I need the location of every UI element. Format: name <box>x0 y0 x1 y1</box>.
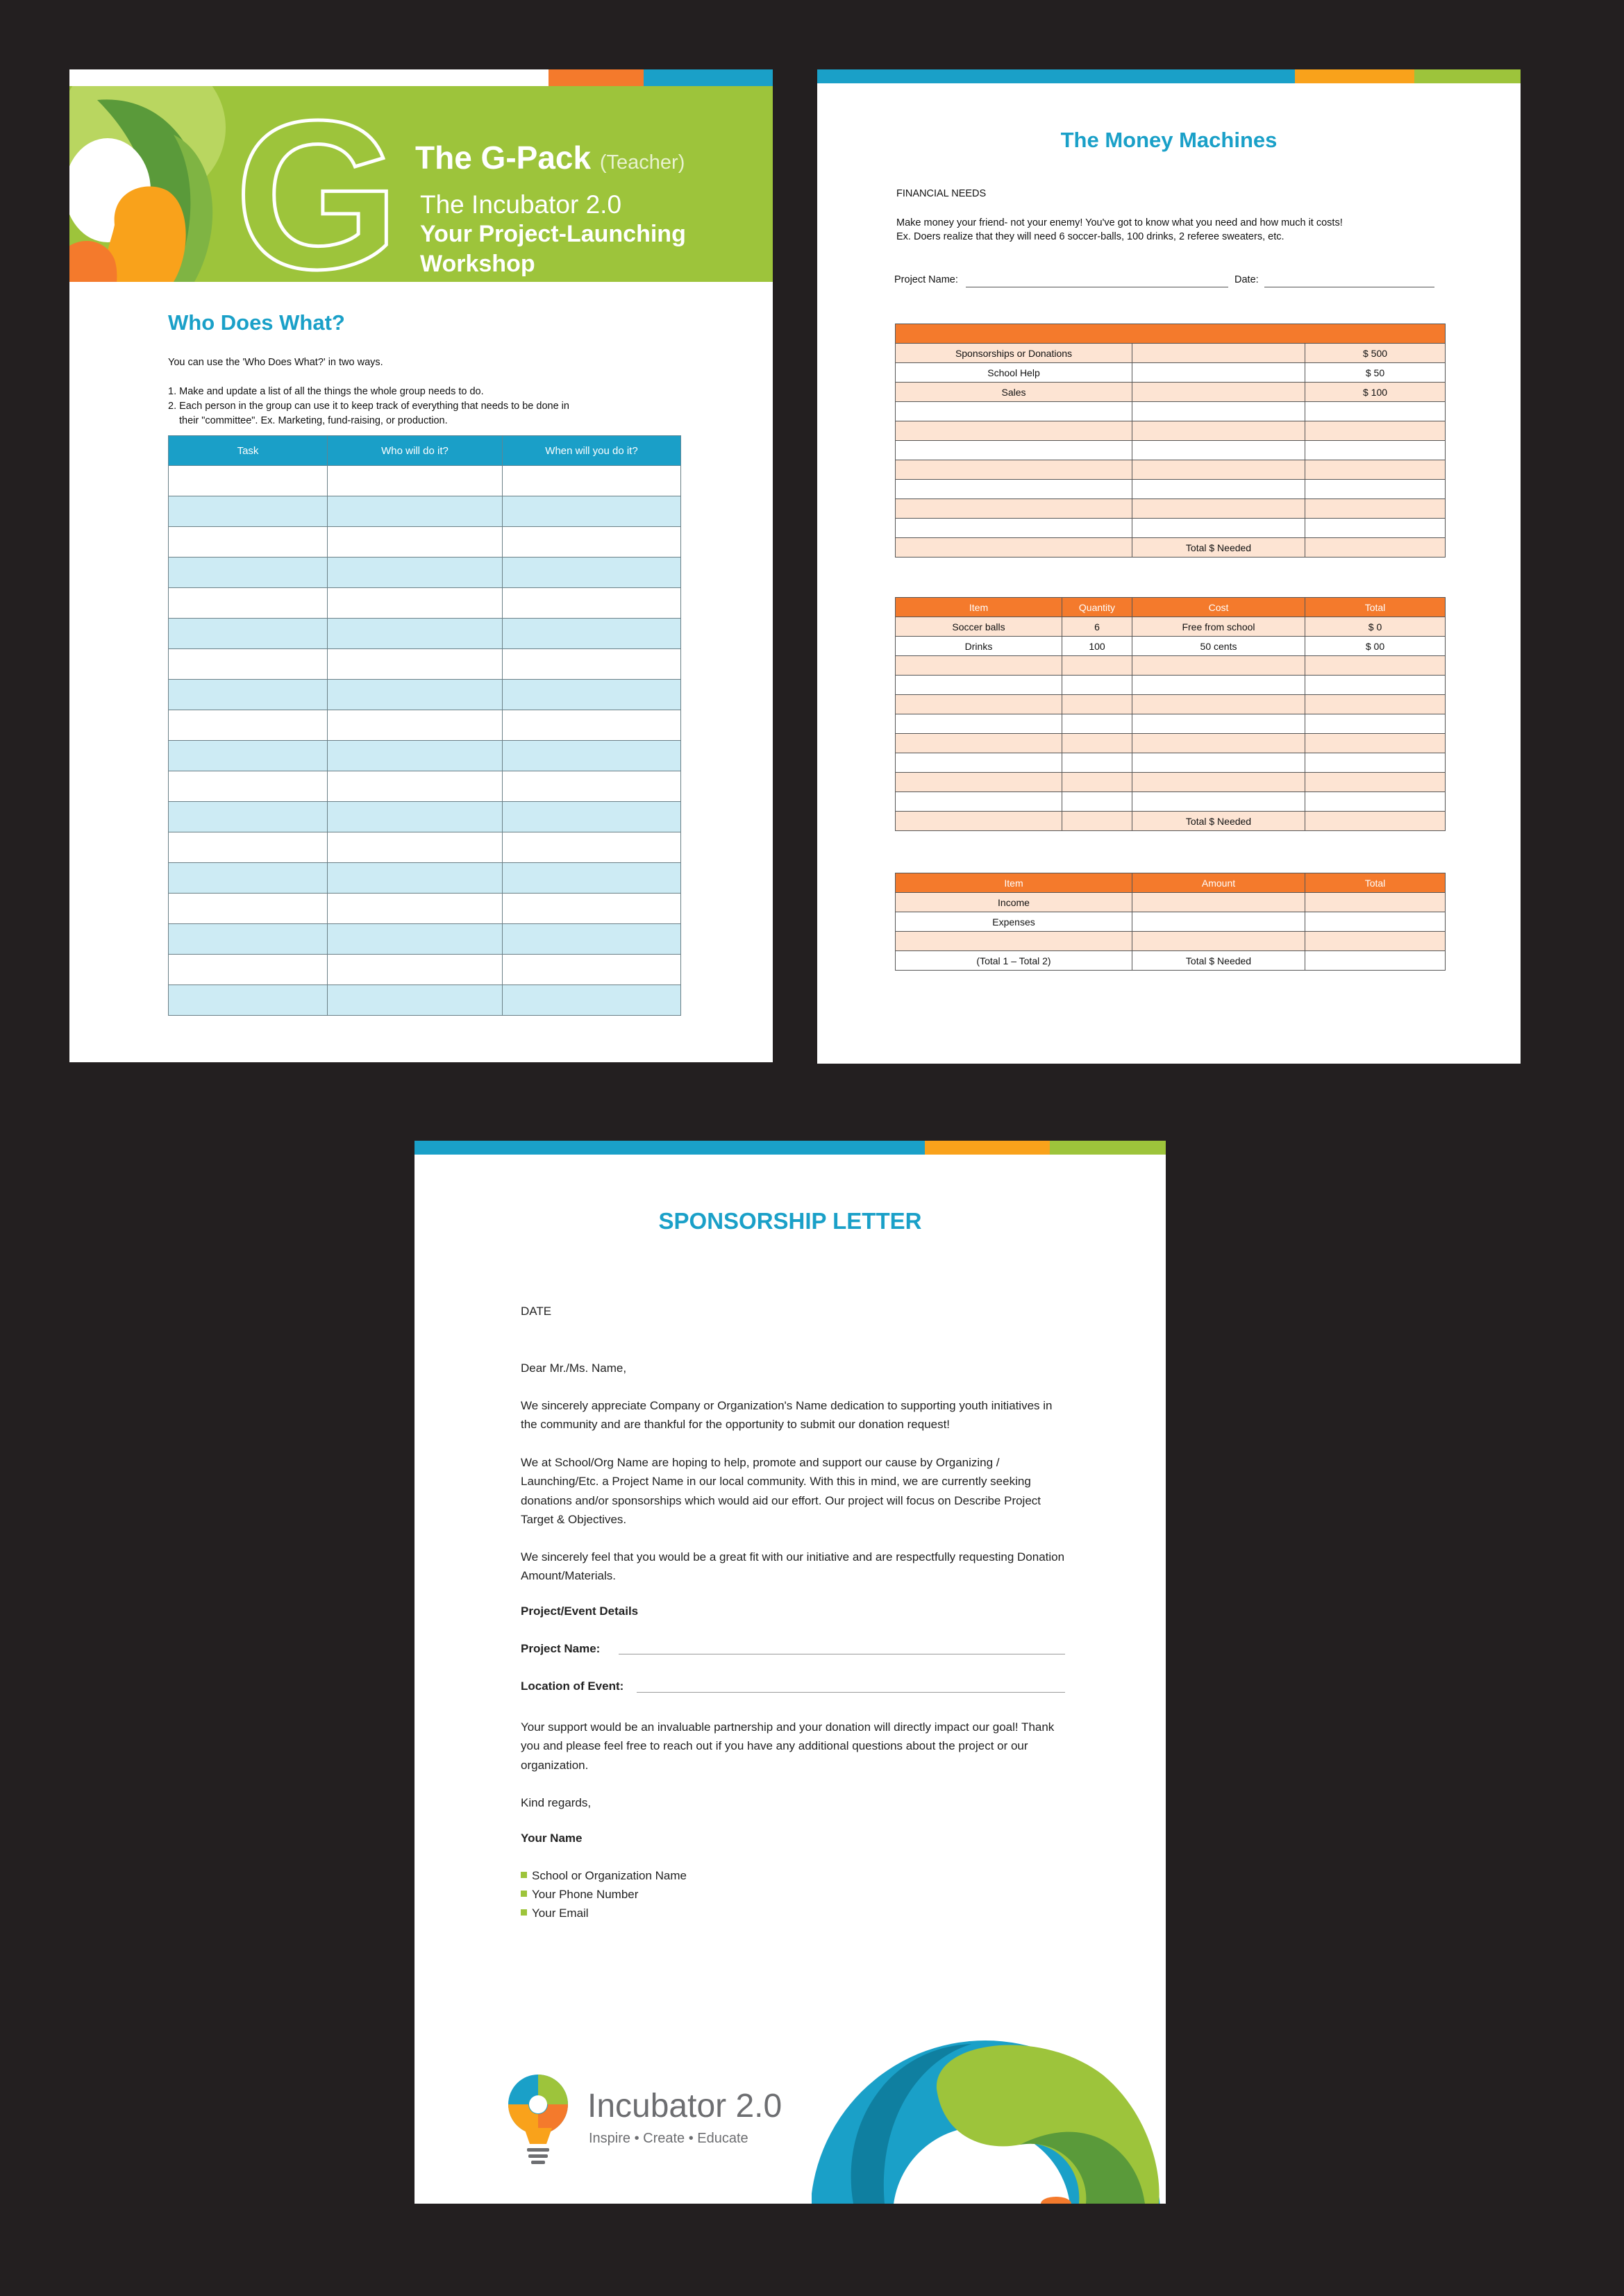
when-cell[interactable] <box>503 466 681 496</box>
when-cell[interactable] <box>503 741 681 771</box>
item-cell: Expenses <box>896 912 1132 932</box>
when-cell[interactable] <box>503 680 681 710</box>
incubator-subtitle: The Incubator 2.0 <box>420 190 622 219</box>
quantity-cell: 6 <box>1062 617 1132 637</box>
total-cell[interactable] <box>1305 753 1446 773</box>
task-cell[interactable] <box>169 588 328 619</box>
quantity-cell[interactable] <box>1062 656 1132 676</box>
table-row <box>896 519 1446 538</box>
col-who: Who will do it? <box>328 436 503 466</box>
table-row <box>896 617 1446 637</box>
cost-cell: Total $ Needed <box>1132 812 1305 831</box>
quantity-cell[interactable] <box>1062 812 1132 831</box>
top-stripe-teal <box>817 69 1295 83</box>
table-row <box>896 893 1446 912</box>
note-cell: Total $ Needed <box>1132 538 1305 558</box>
amount-cell[interactable] <box>1305 499 1446 519</box>
who-cell[interactable] <box>328 832 503 863</box>
list-item-1: 1. Make and update a list of all the things the whole group needs to do. <box>168 386 484 397</box>
task-cell[interactable] <box>169 802 328 832</box>
cost-cell[interactable] <box>1132 676 1305 695</box>
workshop-title: Your Project-Launching Workshop <box>420 221 686 277</box>
amount-cell[interactable] <box>1305 480 1446 499</box>
when-cell[interactable] <box>503 955 681 985</box>
top-stripe-teal <box>415 1141 925 1155</box>
task-cell[interactable] <box>169 619 328 649</box>
table-row <box>896 441 1446 460</box>
table-row <box>169 710 681 741</box>
who-cell[interactable] <box>328 588 503 619</box>
item-cell[interactable] <box>896 695 1062 714</box>
col-cost: Cost <box>1132 598 1305 617</box>
quantity-cell: 100 <box>1062 637 1132 656</box>
quantity-cell[interactable] <box>1062 676 1132 695</box>
who-cell[interactable] <box>328 680 503 710</box>
who-cell[interactable] <box>328 985 503 1016</box>
top-stripe-green <box>1050 1141 1166 1155</box>
table-row <box>169 894 681 924</box>
location-label: Location of Event: <box>521 1679 624 1693</box>
project-name-label: Project Name: <box>521 1642 601 1655</box>
table-row <box>896 383 1446 402</box>
note-cell[interactable] <box>1132 344 1305 363</box>
table-row <box>896 812 1446 831</box>
col-when: When will you do it? <box>503 436 681 466</box>
incubator-tagline: Inspire • Create • Educate <box>589 2131 748 2146</box>
total-cell[interactable] <box>1305 951 1446 971</box>
table-row <box>896 344 1446 363</box>
item-cell: (Total 1 – Total 2) <box>896 951 1132 971</box>
expense-table <box>895 597 1446 831</box>
g-pack-header <box>69 86 773 282</box>
when-cell[interactable] <box>503 802 681 832</box>
table-row <box>169 985 681 1016</box>
location-line[interactable] <box>637 1692 1065 1693</box>
col-total: Total <box>1305 598 1446 617</box>
source-cell[interactable] <box>896 519 1132 538</box>
who-cell[interactable] <box>328 802 503 832</box>
note-cell[interactable] <box>1132 460 1305 480</box>
when-cell[interactable] <box>503 924 681 955</box>
table-row <box>896 460 1446 480</box>
total-cell[interactable] <box>1305 714 1446 734</box>
note-cell[interactable] <box>1132 421 1305 441</box>
task-cell[interactable] <box>169 710 328 741</box>
table-row <box>896 637 1446 656</box>
who-cell[interactable] <box>328 771 503 802</box>
source-cell[interactable] <box>896 460 1132 480</box>
money-machines-title: The Money Machines <box>1060 128 1278 152</box>
amount-cell[interactable] <box>1305 519 1446 538</box>
table-row <box>896 402 1446 421</box>
table-row <box>896 363 1446 383</box>
item-cell[interactable] <box>896 753 1062 773</box>
table-row <box>896 695 1446 714</box>
total-cell[interactable] <box>1305 734 1446 753</box>
cost-cell[interactable] <box>1132 773 1305 792</box>
when-cell[interactable] <box>503 771 681 802</box>
contact-email: Your Email <box>521 1907 589 1920</box>
task-cell[interactable] <box>169 771 328 802</box>
table-row <box>169 619 681 649</box>
source-cell: Sponsorships or Donations <box>896 344 1132 363</box>
g-pack-title: The G-Pack (Teacher) <box>415 140 685 176</box>
who-cell[interactable] <box>328 466 503 496</box>
task-cell[interactable] <box>169 466 328 496</box>
income-table-header <box>896 324 1446 344</box>
cost-cell[interactable] <box>1132 656 1305 676</box>
table-row <box>896 421 1446 441</box>
who-cell[interactable] <box>328 894 503 924</box>
item-cell: Income <box>896 893 1132 912</box>
letter-closing: Kind regards, <box>521 1796 592 1809</box>
cost-cell[interactable] <box>1132 753 1305 773</box>
who-cell[interactable] <box>328 710 503 741</box>
note-cell[interactable] <box>1132 402 1305 421</box>
table-row <box>169 832 681 863</box>
total-cell[interactable] <box>1305 932 1446 951</box>
intro-text: You can use the 'Who Does What?' in two ways. <box>168 357 383 368</box>
amount-cell[interactable] <box>1305 538 1446 558</box>
note-cell[interactable] <box>1132 519 1305 538</box>
table-row <box>896 480 1446 499</box>
table-row <box>169 588 681 619</box>
page-sponsorship-letter <box>415 1141 1166 2204</box>
when-cell[interactable] <box>503 619 681 649</box>
when-cell[interactable] <box>503 496 681 527</box>
cost-cell[interactable] <box>1132 734 1305 753</box>
note-cell[interactable] <box>1132 480 1305 499</box>
when-cell[interactable] <box>503 832 681 863</box>
total-cell: $ 0 <box>1305 617 1446 637</box>
amount-cell[interactable] <box>1132 932 1305 951</box>
task-cell[interactable] <box>169 496 328 527</box>
source-cell[interactable] <box>896 480 1132 499</box>
cost-cell[interactable] <box>1132 714 1305 734</box>
note-cell[interactable] <box>1132 441 1305 460</box>
top-stripe-orange <box>549 69 644 86</box>
amount-cell[interactable] <box>1305 460 1446 480</box>
col-total: Total <box>1305 873 1446 893</box>
amount-cell[interactable] <box>1132 912 1305 932</box>
table-row <box>896 912 1446 932</box>
cost-cell: Free from school <box>1132 617 1305 637</box>
top-stripe-white <box>69 69 549 86</box>
task-cell[interactable] <box>169 832 328 863</box>
total-cell[interactable] <box>1305 695 1446 714</box>
source-cell[interactable] <box>896 421 1132 441</box>
letter-paragraph-2: We at School/Org Name are hoping to help, promote and support our cause by Organizing / Launching/Etc. a Project Name in our local community. With this in mind, we are currently seeking donations and/or sponsorships which would aid our effort. Our project will focus on Describe Project Target & Objectives. <box>521 1456 1041 1527</box>
quantity-cell[interactable] <box>1062 695 1132 714</box>
who-cell[interactable] <box>328 955 503 985</box>
source-cell: Sales <box>896 383 1132 402</box>
who-cell[interactable] <box>328 558 503 588</box>
table-row <box>896 656 1446 676</box>
when-cell[interactable] <box>503 588 681 619</box>
source-cell: School Help <box>896 363 1132 383</box>
cost-cell[interactable] <box>1132 695 1305 714</box>
project-details-heading: Project/Event Details <box>521 1604 639 1618</box>
note-cell[interactable] <box>1132 383 1305 402</box>
big-g-letter: G <box>235 86 400 282</box>
amount-cell: $ 100 <box>1305 383 1446 402</box>
item-cell[interactable] <box>896 734 1062 753</box>
item-cell: Soccer balls <box>896 617 1062 637</box>
table-row <box>896 932 1446 951</box>
source-cell[interactable] <box>896 538 1132 558</box>
amount-cell[interactable] <box>1305 402 1446 421</box>
task-cell[interactable] <box>169 863 328 894</box>
table-row <box>896 499 1446 519</box>
total-cell[interactable] <box>1305 812 1446 831</box>
total-cell: $ 00 <box>1305 637 1446 656</box>
table-row <box>169 680 681 710</box>
table-row <box>169 558 681 588</box>
letter-greeting: Dear Mr./Ms. Name, <box>521 1361 627 1375</box>
amount-cell[interactable] <box>1305 441 1446 460</box>
col-item: Item <box>896 598 1062 617</box>
top-stripe-green <box>1414 69 1521 83</box>
quantity-cell[interactable] <box>1062 714 1132 734</box>
page-who-does-what <box>69 69 773 1062</box>
task-cell[interactable] <box>169 558 328 588</box>
table-row <box>169 649 681 680</box>
contact-organization: School or Organization Name <box>521 1869 687 1883</box>
sponsorship-letter-title: SPONSORSHIP LETTER <box>658 1208 922 1234</box>
col-quantity: Quantity <box>1062 598 1132 617</box>
who-cell[interactable] <box>328 619 503 649</box>
cost-cell[interactable] <box>1132 792 1305 812</box>
source-cell[interactable] <box>896 402 1132 421</box>
page-money-machines <box>817 69 1521 1064</box>
top-stripe-teal <box>644 69 773 86</box>
top-stripe-orange <box>925 1141 1050 1155</box>
when-cell[interactable] <box>503 558 681 588</box>
signature-name: Your Name <box>521 1832 583 1845</box>
when-cell[interactable] <box>503 649 681 680</box>
when-cell[interactable] <box>503 527 681 558</box>
table-row <box>896 676 1446 695</box>
total-cell[interactable] <box>1305 656 1446 676</box>
item-cell[interactable] <box>896 714 1062 734</box>
note-cell[interactable] <box>1132 499 1305 519</box>
who-cell[interactable] <box>328 649 503 680</box>
quantity-cell[interactable] <box>1062 734 1132 753</box>
total-cell[interactable] <box>1305 893 1446 912</box>
table-row <box>896 951 1446 971</box>
list-item-2-cont: their "committee". Ex. Marketing, fund-raising, or production. <box>179 415 448 426</box>
total-cell[interactable] <box>1305 676 1446 695</box>
contact-phone: Your Phone Number <box>521 1888 638 1902</box>
total-cell[interactable] <box>1305 912 1446 932</box>
amount-cell: Total $ Needed <box>1132 951 1305 971</box>
when-cell[interactable] <box>503 894 681 924</box>
total-cell[interactable] <box>1305 773 1446 792</box>
table-row <box>896 538 1446 558</box>
who-cell[interactable] <box>328 924 503 955</box>
intro-line-2: Ex. Doers realize that they will need 6 soccer-balls, 100 drinks, 2 referee sweaters, etc. <box>896 231 1284 242</box>
incubator-logo-text: Incubator 2.0 <box>587 2088 782 2125</box>
item-cell[interactable] <box>896 792 1062 812</box>
col-task: Task <box>169 436 328 466</box>
table-row <box>169 802 681 832</box>
item-cell[interactable] <box>896 812 1062 831</box>
table-row <box>169 741 681 771</box>
amount-cell: $ 50 <box>1305 363 1446 383</box>
bullet-square-icon <box>521 1891 527 1897</box>
task-cell[interactable] <box>169 894 328 924</box>
table-row <box>896 734 1446 753</box>
task-cell[interactable] <box>169 527 328 558</box>
who-cell[interactable] <box>328 527 503 558</box>
project-name-label: Project Name: <box>894 274 958 285</box>
intro-line-1: Make money your friend- not your enemy! You've got to know what you need and how much it costs! <box>896 217 1343 228</box>
cost-cell: 50 cents <box>1132 637 1305 656</box>
note-cell[interactable] <box>1132 363 1305 383</box>
when-cell[interactable] <box>503 863 681 894</box>
bottom-swirl-graphic <box>812 2034 1166 2204</box>
table-row <box>896 753 1446 773</box>
table-row <box>169 496 681 527</box>
item-cell[interactable] <box>896 656 1062 676</box>
when-cell[interactable] <box>503 985 681 1016</box>
item-cell[interactable] <box>896 773 1062 792</box>
amount-cell: $ 500 <box>1305 344 1446 363</box>
bullet-square-icon <box>521 1909 527 1916</box>
summary-table <box>895 873 1446 971</box>
col-item: Item <box>896 873 1132 893</box>
item-cell[interactable] <box>896 676 1062 695</box>
quantity-cell[interactable] <box>1062 792 1132 812</box>
letter-paragraph-1: We sincerely appreciate Company or Organization's Name dedication to supporting youth initiatives in the community and are thankful for the opportunity to submit our donation request! <box>521 1399 1053 1432</box>
letter-date: DATE <box>521 1305 552 1318</box>
table-row <box>169 863 681 894</box>
who-cell[interactable] <box>328 496 503 527</box>
table-row <box>169 527 681 558</box>
amount-cell[interactable] <box>1132 893 1305 912</box>
table-row <box>169 955 681 985</box>
quantity-cell[interactable] <box>1062 773 1132 792</box>
source-cell[interactable] <box>896 499 1132 519</box>
list-item-2: 2. Each person in the group can use it to keep track of everything that needs to be done in <box>168 401 569 412</box>
task-table <box>168 435 681 1016</box>
table-row <box>169 771 681 802</box>
quantity-cell[interactable] <box>1062 753 1132 773</box>
letter-paragraph-4: Your support would be an invaluable partnership and your donation will directly impact our goal! Thank you and please feel free to reach out if you have any additional questions about the project or our organization. <box>521 1720 1055 1772</box>
lightbulb-logo-icon <box>505 2071 574 2175</box>
task-cell[interactable] <box>169 924 328 955</box>
table-row <box>896 773 1446 792</box>
who-cell[interactable] <box>328 863 503 894</box>
letter-paragraph-3: We sincerely feel that you would be a great fit with our initiative and are respectfully requesting Donation Amount/Materials. <box>521 1550 1065 1583</box>
source-cell[interactable] <box>896 441 1132 460</box>
total-cell[interactable] <box>1305 792 1446 812</box>
amount-cell[interactable] <box>1305 421 1446 441</box>
item-cell[interactable] <box>896 932 1132 951</box>
item-cell: Drinks <box>896 637 1062 656</box>
bullet-square-icon <box>521 1872 527 1878</box>
table-row <box>169 924 681 955</box>
top-stripe-orange <box>1295 69 1414 83</box>
when-cell[interactable] <box>503 710 681 741</box>
date-label: Date: <box>1234 274 1259 285</box>
task-cell[interactable] <box>169 741 328 771</box>
task-cell[interactable] <box>169 649 328 680</box>
income-table <box>895 324 1446 558</box>
task-cell[interactable] <box>169 955 328 985</box>
table-row <box>896 792 1446 812</box>
who-cell[interactable] <box>328 741 503 771</box>
table-row <box>896 714 1446 734</box>
table-row <box>169 466 681 496</box>
who-does-what-heading: Who Does What? <box>168 310 345 335</box>
task-cell[interactable] <box>169 680 328 710</box>
task-cell[interactable] <box>169 985 328 1016</box>
financial-needs-heading: FINANCIAL NEEDS <box>896 188 987 199</box>
col-amount: Amount <box>1132 873 1305 893</box>
